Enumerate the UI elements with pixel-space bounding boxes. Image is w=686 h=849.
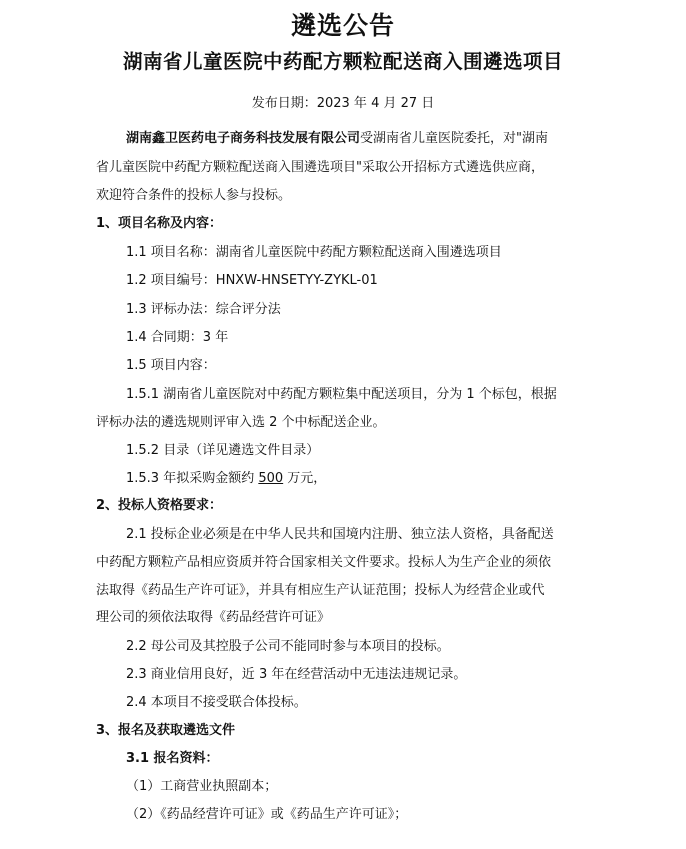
item-1-5-1-line-1: 1.5.1 湖南省儿童医院对中药配方颗粒集中配送项目，分为 1 个标包，根据 [126,387,557,402]
item-1-2: 1.2 项目编号：HNXW-HNSETYY-ZYKL-01 [126,273,378,288]
intro-line-1-rest: 受湖南省儿童医院委托，对"湖南 [360,131,548,146]
item-1-5-1-line-2: 评标办法的遴选规则评审入选 2 个中标配送企业。 [96,415,386,430]
item-2-3: 2.3 商业信用良好，近 3 年在经营活动中无违法违规记录。 [126,667,467,682]
item-1-3: 1.3 评标办法：综合评分法 [126,302,281,317]
amount-suffix: 万元， [283,471,327,486]
publish-date: 发布日期：2023 年 4 月 27 日 [251,96,435,111]
item-1-5-3 [126,467,326,486]
item-2-4: 2.4 本项目不接受联合体投标。 [126,695,307,710]
item-1-5-2: 1.5.2 目录（详见遴选文件目录） [126,443,320,458]
item-1-4: 1.4 合同期：3 年 [126,330,229,345]
item-2-1-line-3: 法取得《药品生产许可证》，并具有相应生产认证范围；投标人为经营企业或代 [96,583,545,598]
item-2-2: 2.2 母公司及其控股子公司不能同时参与本项目的投标。 [126,639,450,654]
page-title: 遴选公告 [290,11,395,40]
amount-prefix: 1.5.3 年拟采购金额约 [126,471,259,486]
intro-line-2: 省儿童医院中药配方颗粒配送商入围遴选项目"采取公开招标方式遴选供应商， [96,160,544,175]
section-3-heading: 3、报名及获取遴选文件 [96,723,236,738]
amount-value: 500 [258,471,284,486]
intro-line-1 [126,127,548,146]
agency-name: 湖南鑫卫医药电子商务科技发展有限公司 [126,131,361,146]
item-2-1-line-1: 2.1 投标企业必须是在中华人民共和国境内注册、独立法人资格，具备配送 [126,527,554,542]
intro-line-3: 欢迎符合条件的投标人参与投标。 [96,188,292,203]
section-2-heading: 2、投标人资格要求： [96,498,223,513]
item-3-1-1: （1）工商营业执照副本； [126,779,278,794]
item-1-5: 1.5 项目内容： [126,358,216,373]
section-1-heading: 1、项目名称及内容： [96,216,223,231]
item-3-1: 3.1 报名资料： [126,751,219,766]
item-3-1-2: （2）《药品经营许可证》或《药品生产许可证》； [126,807,408,822]
item-2-1-line-2: 中药配方颗粒产品相应资质并符合国家相关文件要求。投标人为生产企业的须依 [96,555,552,570]
item-1-1: 1.1 项目名称：湖南省儿童医院中药配方颗粒配送商入围遴选项目 [126,245,502,260]
item-2-1-line-4: 理公司的须依法取得《药品经营许可证》 [96,610,331,625]
project-subtitle: 湖南省儿童医院中药配方颗粒配送商入围遴选项目 [122,50,563,73]
